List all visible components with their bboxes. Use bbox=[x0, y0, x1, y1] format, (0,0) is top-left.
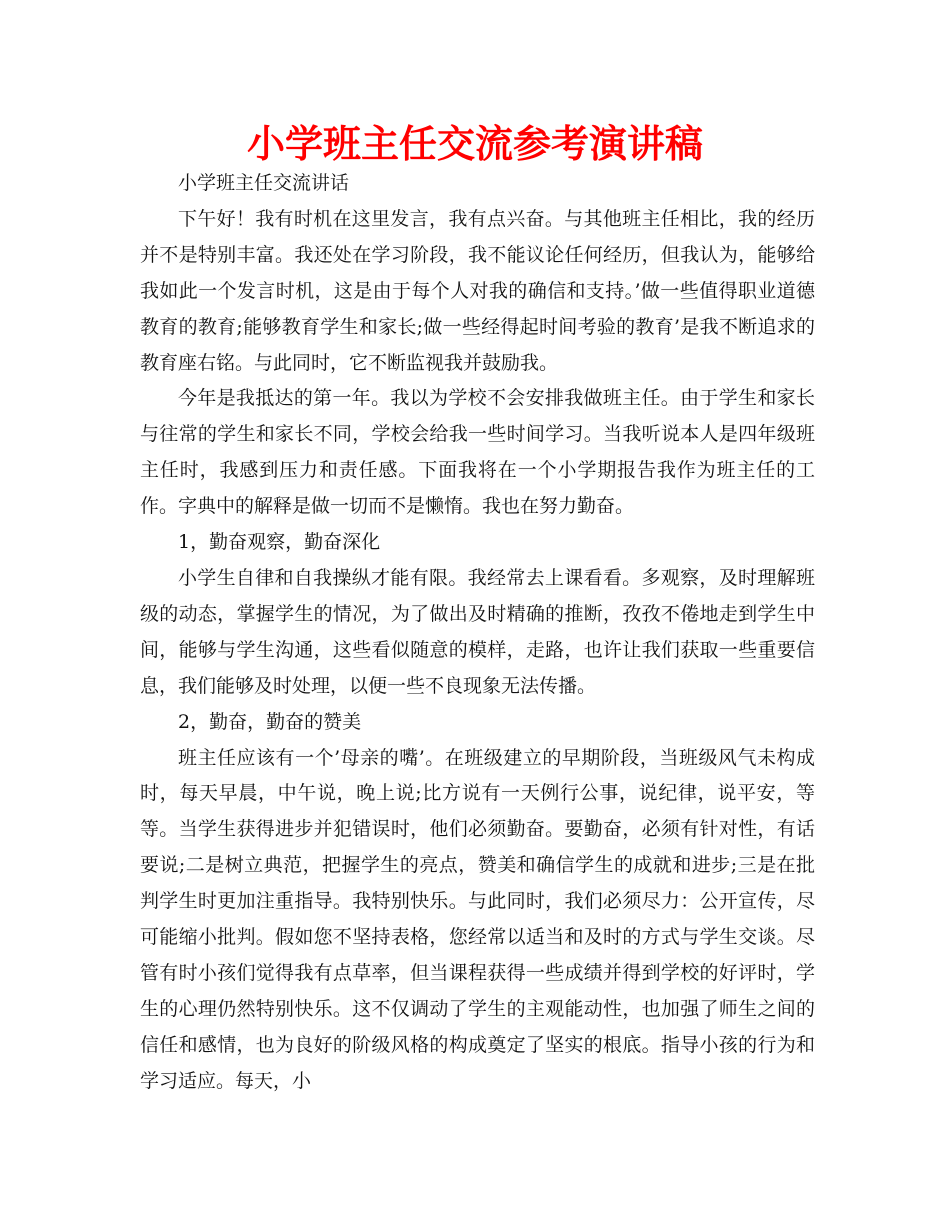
document-body bbox=[140, 166, 815, 1100]
body-paragraph: 班主任应该有一个’母亲的嘴’。在班级建立的早期阶段，当班级风气未构成时，每天早晨，中午说，晚上说;比方说有一天例行公事，说纪律，说平安，等等。当学生获得进步并犯错误时，他们必须勤奋。要勤奋，必须有针对性，有话要说;二是树立典范，把握学生的亮点，赞美和确信学生的成就和进步;三是在批判学生时更加注重指导。我特别快乐。与此同时，我们必须尽力：公开宣传，尽可能缩小批判。假如您不坚持表格，您经常以适当和及时的方式与学生交谈。尽管有时小孩们觉得我有点草率，但当课程获得一些成绩并得到学校的好评时，学生的心理仍然特别快乐。这不仅调动了学生的主观能动性，也加强了师生之间的信任和感情，也为良好的阶级风格的构成奠定了坚实的根底。指导小孩的行为和学习适应。每天，小 bbox=[140, 746, 815, 1092]
subtitle-paragraph: 小学班主任交流讲话 bbox=[178, 172, 350, 194]
document-title: 小学班主任交流参考演讲稿 bbox=[246, 122, 703, 166]
body-paragraph: 小学生自律和自我操纵才能有限。我经常去上课看看。多观察，及时理解班级的动态，掌握学生的情况，为了做出及时精确的推断，孜孜不倦地走到学生中间，能够与学生沟通，这些看似随意的模样，走路，也许让我们获取一些重要信息，我们能够及时处理，以便一些不良现象无法传播。 bbox=[140, 566, 815, 697]
body-paragraph: 今年是我抵达的第一年。我以为学校不会安排我做班主任。由于学生和家长与往常的学生和家长不同，学校会给我一些时间学习。当我听说本人是四年级班主任时，我感到压力和责任感。下面我将在一个小学期报告我作为班主任的工作。字典中的解释是做一切而不是懒惰。我也在努力勤奋。 bbox=[140, 387, 815, 518]
section-heading: 2，勤奋，勤奋的赞美 bbox=[178, 710, 362, 733]
body-paragraph: 下午好！我有时机在这里发言，我有点兴奋。与其他班主任相比，我的经历并不是特别丰富。我还处在学习阶段，我不能议论任何经历，但我认为，能够给我如此一个发言时机，这是由于每个人对我的确信和支持。’做一些值得职业道德教育的教育;能够教育学生和家长;做一些经得起时间考验的教育’是我不断追求的教育座右铭。与此同时，它不断监视我并鼓励我。 bbox=[140, 207, 815, 374]
section-heading: 1，勤奋观察，勤奋深化 bbox=[178, 531, 381, 554]
